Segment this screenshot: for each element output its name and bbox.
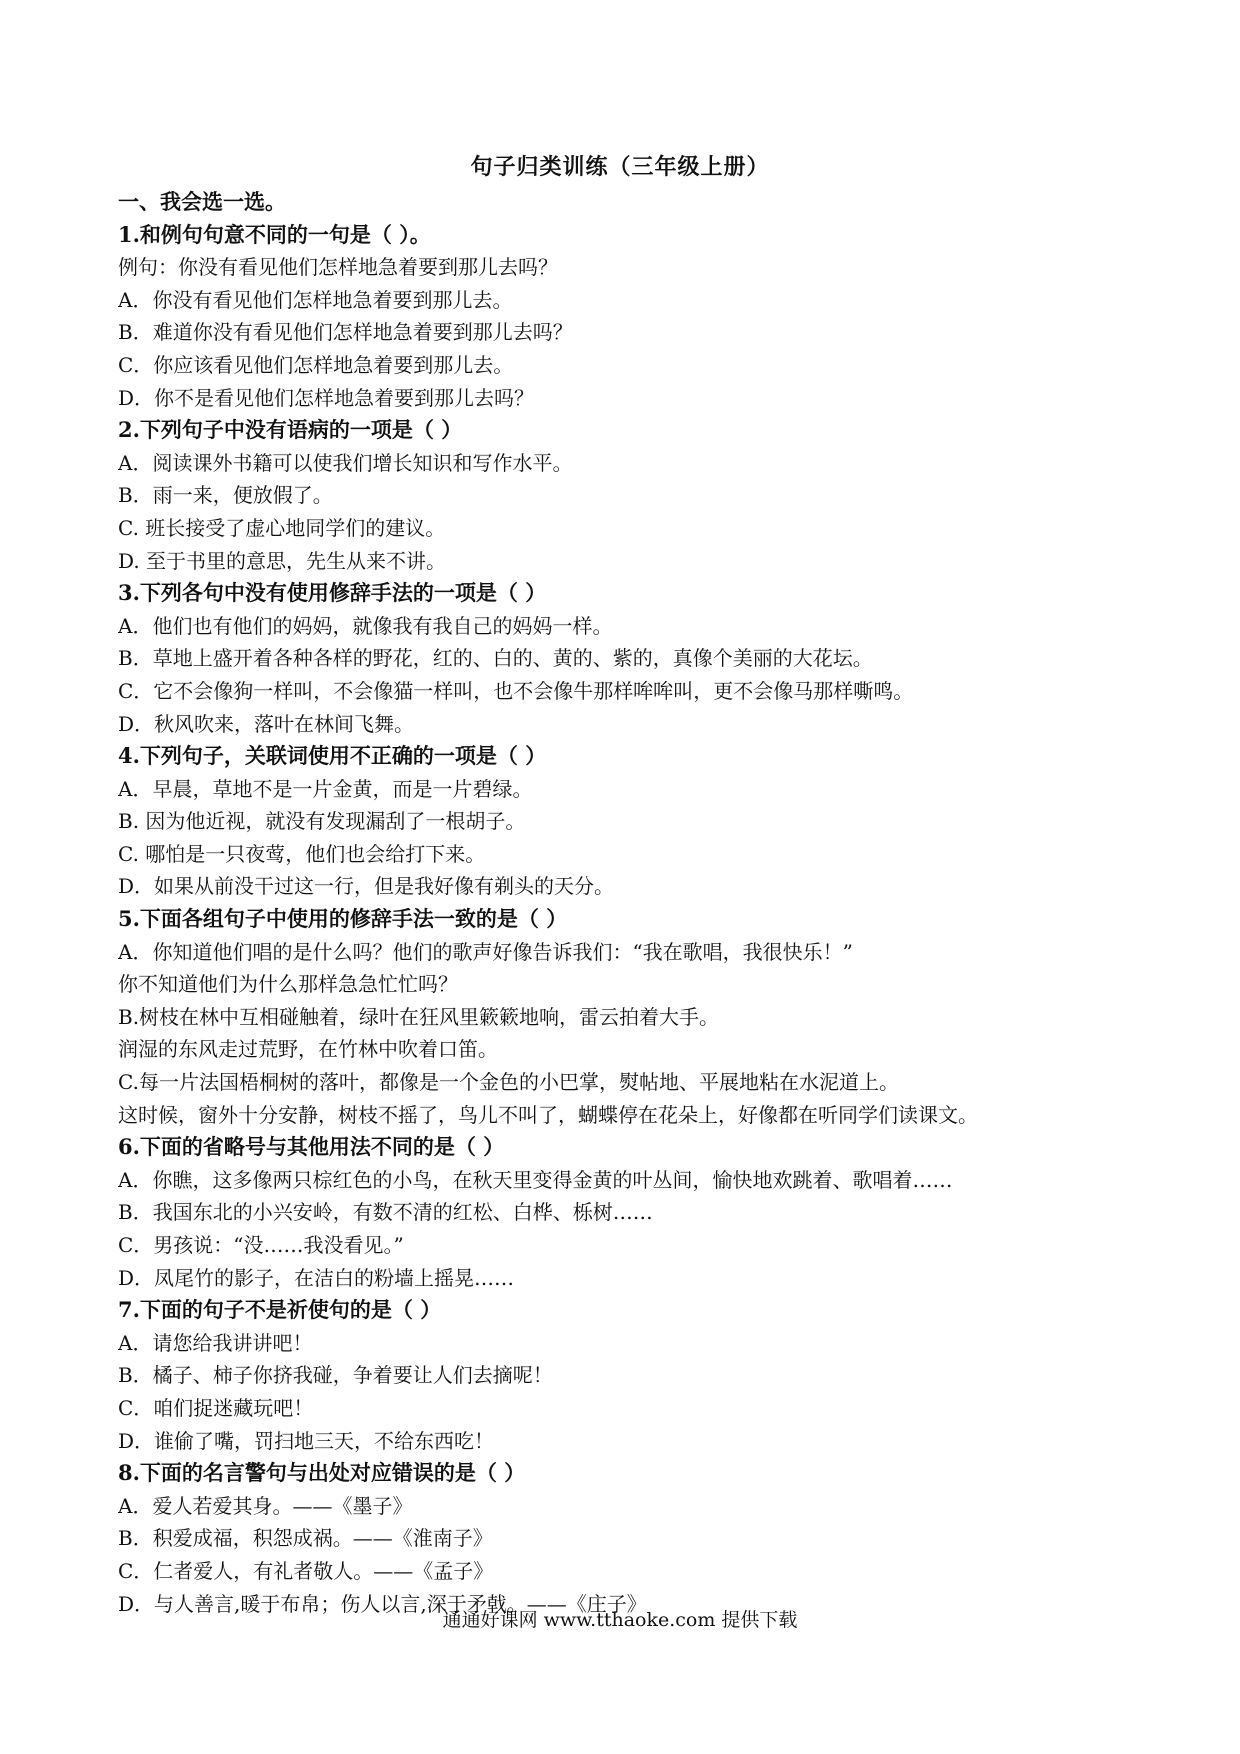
question-prompt: 7.下面的句子不是祈使句的是（ ） <box>118 1297 442 1323</box>
answer-option: C. 哪怕是一只夜莺，他们也会给打下来。 <box>118 841 486 866</box>
answer-option: D．如果从前没干过这一行，但是我好像有剃头的天分。 <box>118 874 615 899</box>
question-6 <box>118 1131 1128 1294</box>
exercise-content <box>118 186 1128 1620</box>
answer-option: C．男孩说：“没……我没看见。” <box>118 1233 404 1257</box>
answer-option-continued: 你不知道他们为什么那样急急忙忙吗？ <box>118 972 458 997</box>
answer-option: B．草地上盛开着各种各样的野花，红的、白的、黄的、紫的，真像个美丽的大花坛。 <box>118 646 873 671</box>
question-5 <box>118 903 1128 1131</box>
answer-option: C．咱们捉迷藏玩吧！ <box>118 1395 314 1420</box>
answer-option: D．凤尾竹的影子，在洁白的粉墙上摇晃…… <box>118 1265 515 1290</box>
answer-option: A．请您给我讲讲吧！ <box>118 1330 313 1355</box>
answer-option: B．我国东北的小兴安岭，有数不清的红松、白桦、栎树…… <box>118 1200 653 1225</box>
answer-option: A．爱人若爱其身。——《墨子》 <box>118 1493 413 1518</box>
page-footer: 通通好课网 www.tthaoke.com 提供下载 <box>442 1609 798 1631</box>
question-3 <box>118 577 1128 740</box>
answer-option: B. 因为他近视，就没有发现漏刮了一根胡子。 <box>118 809 526 834</box>
answer-option: B.树枝在林中互相碰触着，绿叶在狂风里簌簌地响，雷云拍着大手。 <box>118 1004 720 1029</box>
answer-option: A．你没有看见他们怎样地急着要到那儿去。 <box>118 287 513 312</box>
answer-option: B．难道你没有看见他们怎样地急着要到那儿去吗？ <box>118 320 573 345</box>
answer-option: C.每一片法国梧桐树的落叶，都像是一个金色的小巴掌，熨帖地、平展地粘在水泥道上。 <box>118 1070 899 1095</box>
question-prompt: 2.下列句子中没有语病的一项是（ ） <box>118 417 463 443</box>
section-heading: 一、我会选一选。 <box>118 189 286 214</box>
question-prompt: 5.下面各组句子中使用的修辞手法一致的是（ ） <box>118 906 568 932</box>
answer-option: A．他们也有他们的妈妈，就像我有我自己的妈妈一样。 <box>118 613 613 638</box>
answer-option: C．它不会像狗一样叫，不会像猫一样叫，也不会像牛那样哞哞叫，更不会像马那样嘶鸣。 <box>118 678 914 703</box>
answer-option: A．你瞧，这多像两只棕红色的小鸟，在秋天里变得金黄的叶丛间，愉快地欢跳着、歌唱着…… <box>118 1167 953 1192</box>
answer-option: C. 班长接受了虚心地同学们的建议。 <box>118 515 446 540</box>
question-prompt: 8.下面的名言警句与出处对应错误的是（ ） <box>118 1460 526 1486</box>
question-8 <box>118 1457 1128 1620</box>
answer-option-continued: 这时候，窗外十分安静，树枝不摇了，鸟儿不叫了，蝴蝶停在花朵上，好像都在听同学们读课文。 <box>118 1102 978 1127</box>
question-prompt: 1.和例句句意不同的一句是（ ）。 <box>118 221 431 247</box>
answer-option: D．秋风吹来，落叶在林间飞舞。 <box>118 711 415 736</box>
answer-option: B．橘子、柿子你挤我碰，争着要让人们去摘呢！ <box>118 1363 553 1388</box>
question-prompt: 4.下列句子，关联词使用不正确的一项是（ ） <box>118 743 547 769</box>
question-prompt: 6.下面的省略号与其他用法不同的是（ ） <box>118 1134 505 1160</box>
question-2 <box>118 414 1128 577</box>
answer-option: A．你知道他们唱的是什么吗？他们的歌声好像告诉我们：“我在歌唱，我很快乐！” <box>118 939 853 964</box>
question-1 <box>118 219 1128 415</box>
question-7 <box>118 1294 1128 1457</box>
answer-option: B．雨一来，便放假了。 <box>118 483 333 508</box>
answer-option: A．阅读课外书籍可以使我们增长知识和写作水平。 <box>118 450 573 475</box>
question-line: 例句：你没有看见他们怎样地急着要到那儿去吗？ <box>118 255 558 280</box>
question-prompt: 3.下列各句中没有使用修辞手法的一项是（ ） <box>118 580 547 606</box>
answer-option: A．早晨，草地不是一片金黄，而是一片碧绿。 <box>118 776 533 801</box>
question-4 <box>118 740 1128 903</box>
answer-option: B．积爱成福，积怨成祸。——《淮南子》 <box>118 1526 493 1551</box>
page-title: 句子归类训练（三年级上册） <box>470 154 770 180</box>
answer-option: D．你不是看见他们怎样地急着要到那儿去吗？ <box>118 385 535 410</box>
answer-option-continued: 润湿的东风走过荒野，在竹林中吹着口笛。 <box>118 1037 498 1062</box>
answer-option: D．与人善言,暖于布帛；伤人以言,深于矛戟。——《庄子》 <box>118 1591 647 1616</box>
answer-option: C．你应该看见他们怎样地急着要到那儿去。 <box>118 352 514 377</box>
answer-option: C．仁者爱人，有礼者敬人。——《孟子》 <box>118 1558 494 1583</box>
answer-option: D. 至于书里的意思，先生从来不讲。 <box>118 548 447 573</box>
answer-option: D．谁偷了嘴，罚扫地三天，不给东西吃！ <box>118 1428 495 1453</box>
